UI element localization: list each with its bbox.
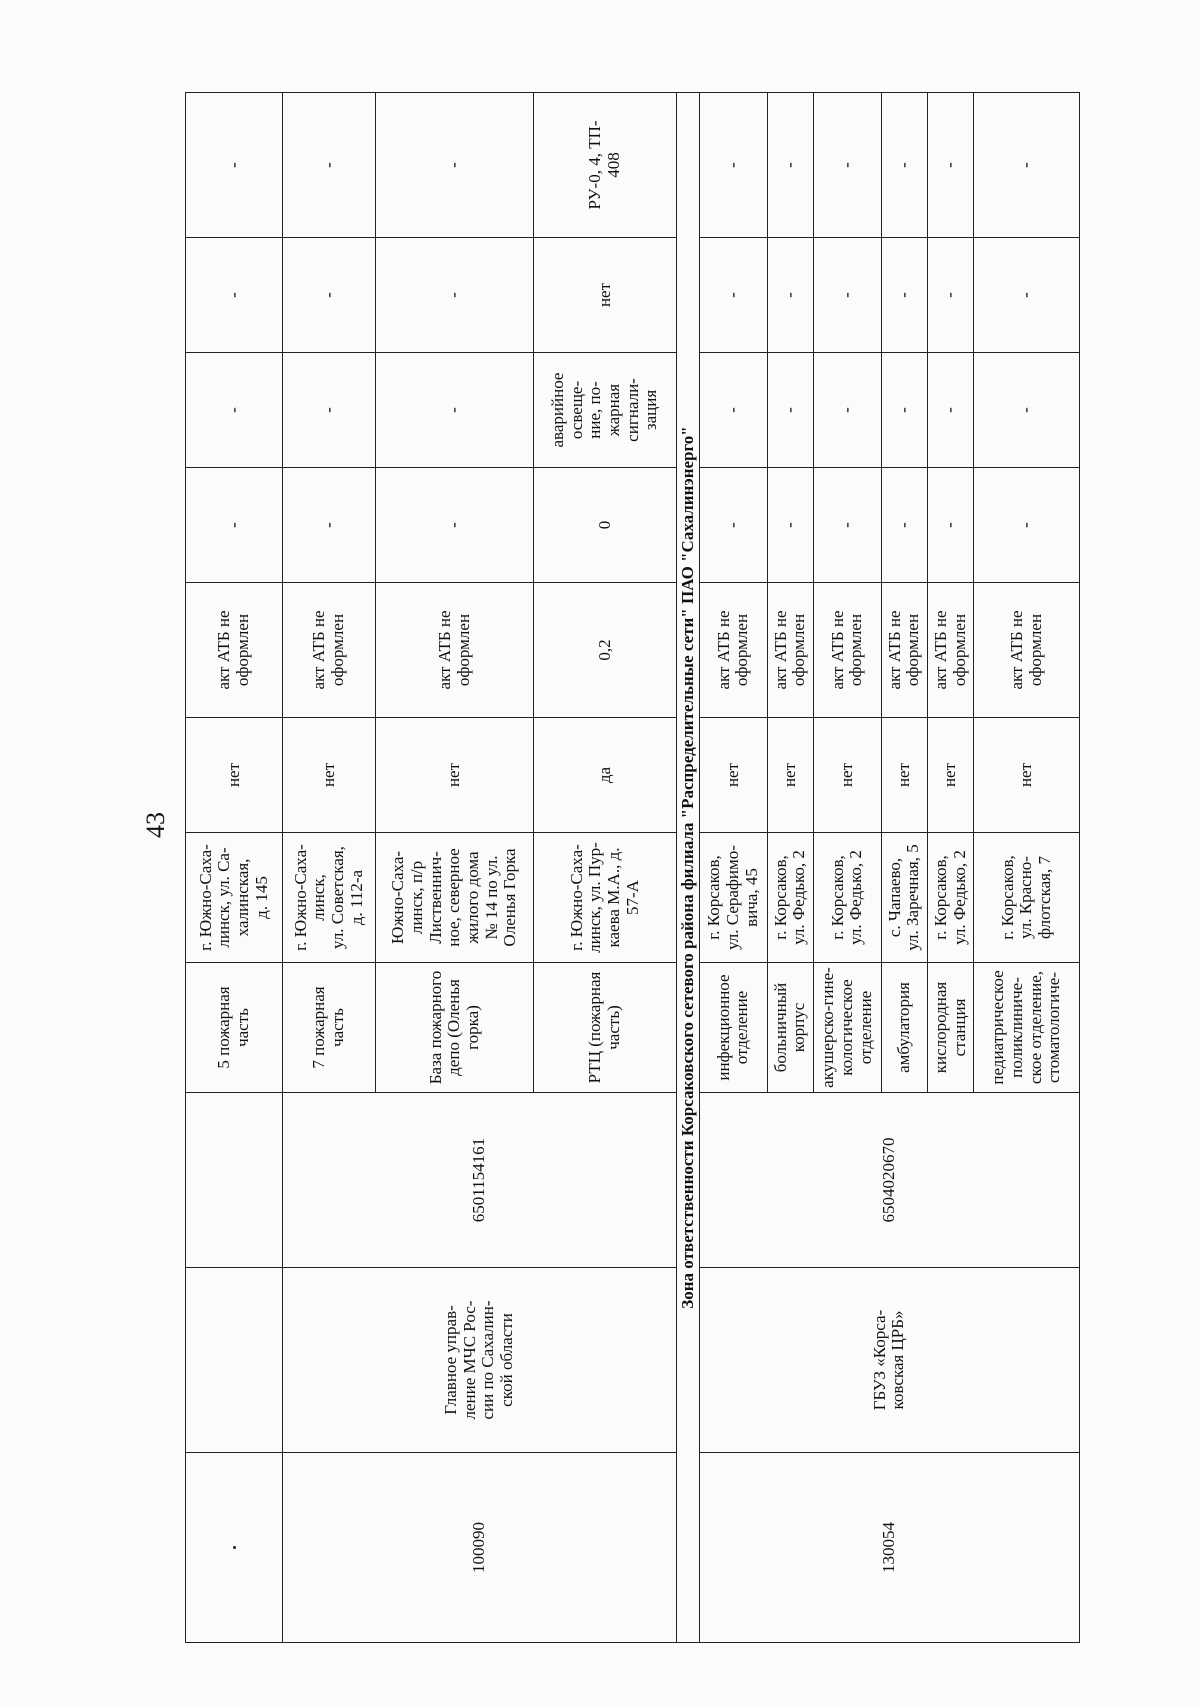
reserve-cell: - [186, 353, 283, 468]
autonomy-cell: - [699, 238, 767, 353]
flag-cell: нет [767, 718, 813, 833]
autonomy-cell: - [927, 238, 973, 353]
act-cell: акт АТБ не оформлен [186, 583, 283, 718]
address-cell: г. Южно-Саха- линск, ул. Советская, д. 112-а [283, 833, 376, 963]
connection-point-cell: - [186, 93, 283, 238]
address-cell: г. Корсаков, ул. Федько, 2 [767, 833, 813, 963]
org-name-cell: ГБУЗ «Корса- ковская ЦРБ» [699, 1268, 1079, 1453]
object-cell: акушерско-гине- кологическое отделение [813, 963, 881, 1093]
value-cell: - [767, 468, 813, 583]
data-table [185, 92, 1080, 1643]
reserve-cell: - [813, 353, 881, 468]
table-row [186, 93, 283, 1643]
address-cell: г. Корсаков, ул. Федько, 2 [813, 833, 881, 963]
flag-cell: да [534, 718, 676, 833]
reserve-cell: - [699, 353, 767, 468]
reserve-cell: - [767, 353, 813, 468]
act-cell: 0,2 [534, 583, 676, 718]
object-cell: База пожарного депо (Оленья горка) [375, 963, 533, 1093]
act-cell: акт АТБ не оформлен [283, 583, 376, 718]
value-cell: - [881, 468, 927, 583]
connection-point-cell: - [375, 93, 533, 238]
value-cell: - [283, 468, 376, 583]
empty-cell [186, 1268, 283, 1453]
object-cell: больничный корпус [767, 963, 813, 1093]
address-cell: Южно-Саха- линск, п/р Лиственнич- ное, северное жилого дома № 14 по ул. Оленья Горка [375, 833, 533, 963]
autonomy-cell: - [881, 238, 927, 353]
value-cell: - [927, 468, 973, 583]
act-cell: акт АТБ не оформлен [974, 583, 1080, 718]
reserve-cell: - [881, 353, 927, 468]
reserve-cell: - [927, 353, 973, 468]
reserve-cell: - [283, 353, 376, 468]
connection-point-cell: - [974, 93, 1080, 238]
org-code-cell: 100090 [283, 1453, 677, 1643]
connection-point-cell: - [283, 93, 376, 238]
flag-cell: нет [186, 718, 283, 833]
address-cell: г. Корсаков, ул. Серафимо- вича, 45 [699, 833, 767, 963]
empty-cell [186, 1093, 283, 1268]
autonomy-cell: - [186, 238, 283, 353]
act-cell: акт АТБ не оформлен [375, 583, 533, 718]
autonomy-cell: - [767, 238, 813, 353]
rotated-table-wrapper [185, 93, 1080, 1643]
autonomy-cell: нет [534, 238, 676, 353]
object-cell: 7 пожарная часть [283, 963, 376, 1093]
object-cell: педиатрическое поликлиниче- ское отделение, стоматологиче- [974, 963, 1080, 1093]
reserve-cell: - [375, 353, 533, 468]
reserve-cell: аварийное освеще- ние, по- жарная сигнали- зация [534, 353, 676, 468]
connection-point-cell: - [881, 93, 927, 238]
connection-point-cell: - [767, 93, 813, 238]
autonomy-cell: - [974, 238, 1080, 353]
connection-point-cell: - [699, 93, 767, 238]
flag-cell: нет [283, 718, 376, 833]
value-cell: - [974, 468, 1080, 583]
org-code-cell: 130054 [699, 1453, 1079, 1643]
address-cell: с. Чапаево, ул. Заречная, 5 [881, 833, 927, 963]
object-cell: РТЦ (пожарная часть) [534, 963, 676, 1093]
value-cell: 0 [534, 468, 676, 583]
flag-cell: нет [699, 718, 767, 833]
empty-cell [186, 1453, 283, 1643]
act-cell: акт АТБ не оформлен [813, 583, 881, 718]
value-cell: - [375, 468, 533, 583]
address-cell: г. Корсаков, ул. Федько, 2 [927, 833, 973, 963]
connection-point-cell: - [813, 93, 881, 238]
org-name-cell: Главное управ- ление МЧС Рос- сии по Сахалин- ской области [283, 1268, 677, 1453]
autonomy-cell: - [375, 238, 533, 353]
section-title: Зона ответственности Корсаковского сетевого района филиала "Распределительные сети" ПАО "Сахалинэнерго" [676, 93, 699, 1643]
act-cell: акт АТБ не оформлен [767, 583, 813, 718]
address-cell: г. Южно-Саха- линск, ул. Са- халинская, д. 145 [186, 833, 283, 963]
section-row [676, 93, 699, 1643]
act-cell: акт АТБ не оформлен [881, 583, 927, 718]
object-cell: 5 пожарная часть [186, 963, 283, 1093]
act-cell: акт АТБ не оформлен [927, 583, 973, 718]
autonomy-cell: - [283, 238, 376, 353]
page-number: 43 [141, 812, 170, 838]
autonomy-cell: - [813, 238, 881, 353]
flag-cell: нет [927, 718, 973, 833]
object-cell: инфекционное отделение [699, 963, 767, 1093]
address-cell: г. Корсаков, ул. Красно- флотская, 7 [974, 833, 1080, 963]
flag-cell: нет [813, 718, 881, 833]
table-row [283, 93, 376, 1643]
object-cell: амбулатория [881, 963, 927, 1093]
flag-cell: нет [375, 718, 533, 833]
reserve-cell: - [974, 353, 1080, 468]
value-cell: - [813, 468, 881, 583]
address-cell: г. Южно-Саха- линск, ул. Пур- каева М.А., д. 57-А [534, 833, 676, 963]
value-cell: - [699, 468, 767, 583]
object-cell: кислородная станция [927, 963, 973, 1093]
flag-cell: нет [881, 718, 927, 833]
inn-cell: 6504020670 [699, 1093, 1079, 1268]
connection-point-cell: - [927, 93, 973, 238]
flag-cell: нет [974, 718, 1080, 833]
connection-point-cell: РУ-0, 4, ТП- 408 [534, 93, 676, 238]
value-cell: - [186, 468, 283, 583]
inn-cell: 6501154161 [283, 1093, 677, 1268]
act-cell: акт АТБ не оформлен [699, 583, 767, 718]
table-row [699, 93, 767, 1643]
table-body [186, 93, 1080, 1643]
